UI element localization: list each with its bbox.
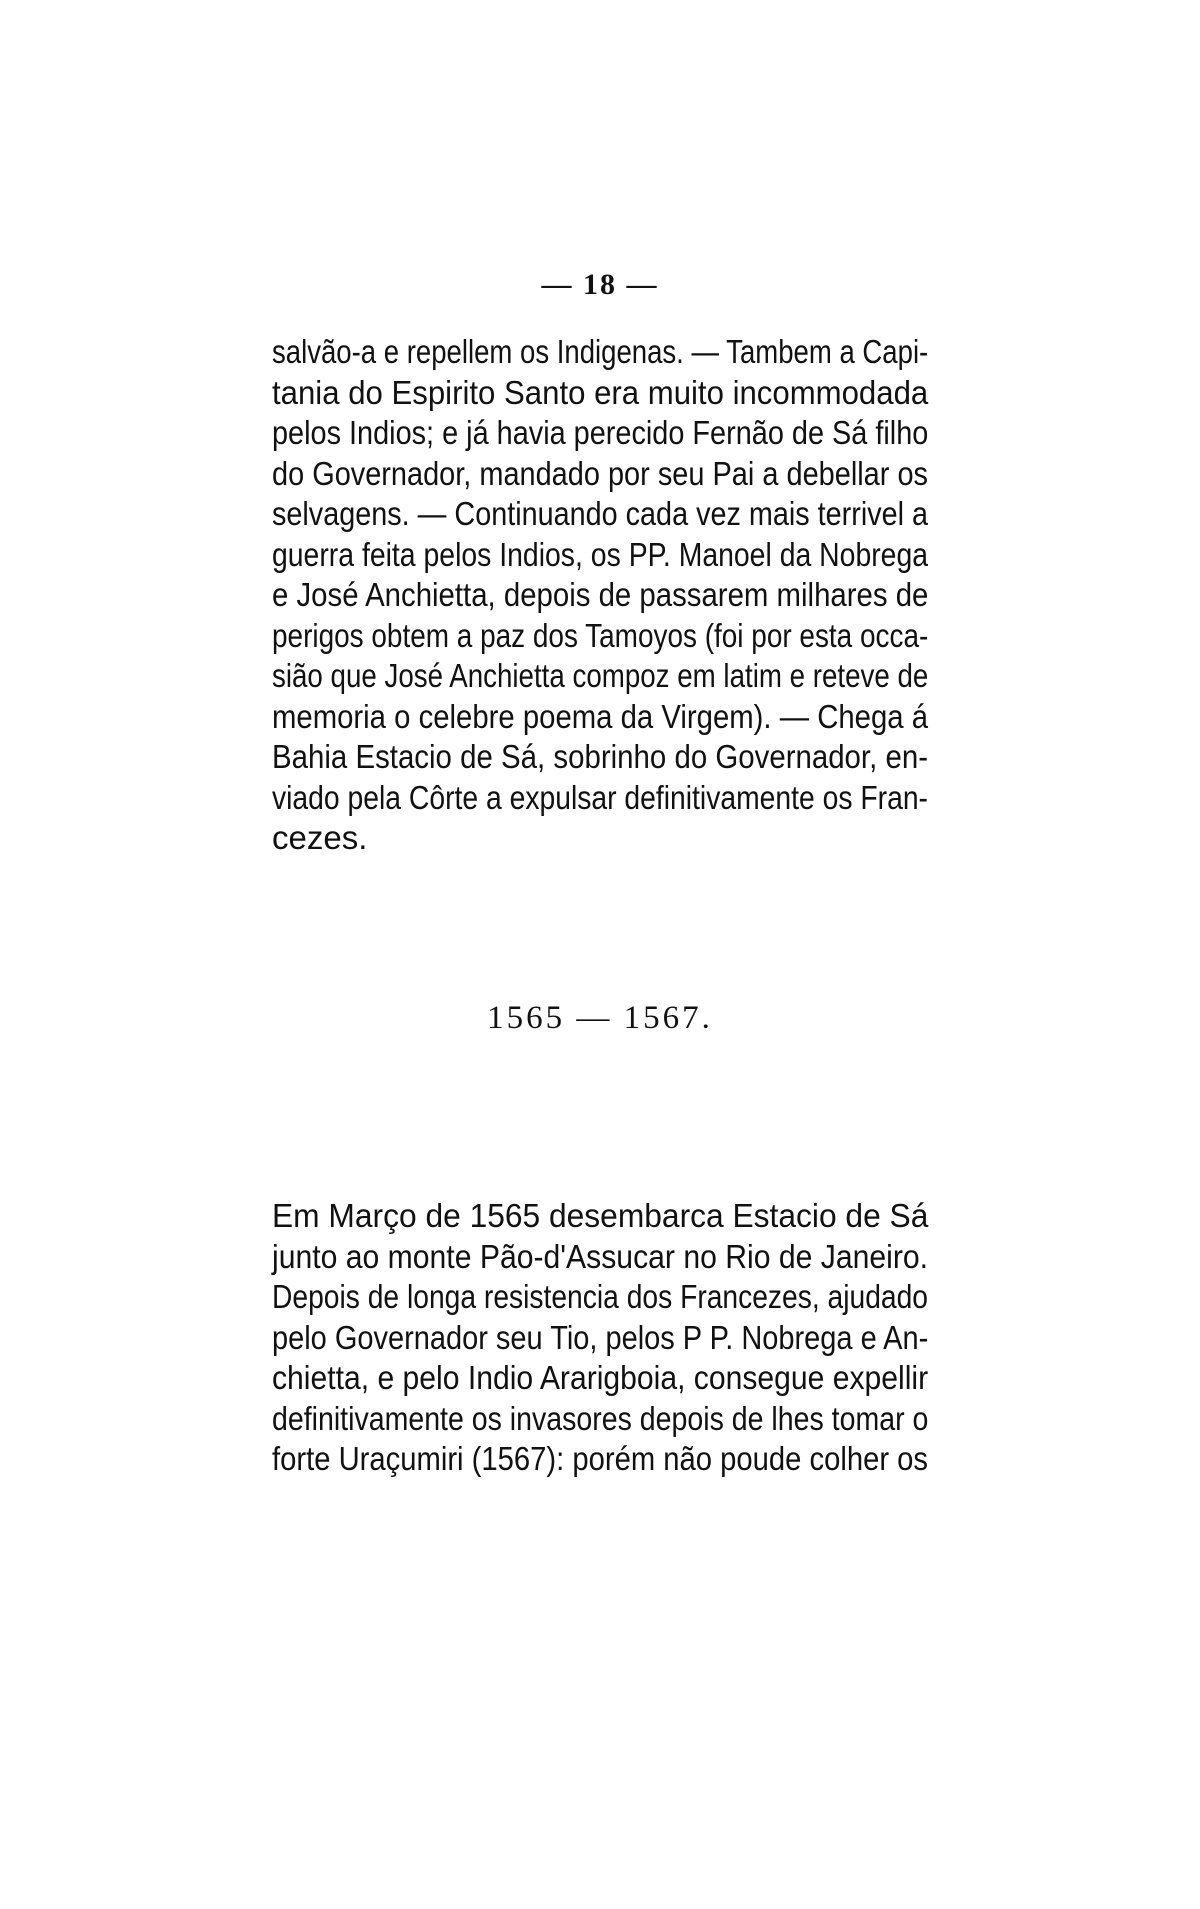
- text-line: cezes.: [272, 819, 368, 856]
- section-heading: 1565 — 1567.: [487, 1000, 713, 1036]
- text-line: junto ao monte Pão-d'Assucar no Rio de Janeiro.: [272, 1237, 929, 1275]
- text-line: Em Março de 1565 desembarca Estacio de Sá: [272, 1197, 929, 1234]
- page-number: — 18 —: [541, 268, 659, 301]
- paragraph-1: [272, 332, 928, 859]
- text-line: salvão-a e repellem os Indigenas. — Tambem a Capi-: [272, 333, 929, 370]
- text-line: memoria o celebre poema da Virgem). — Chega á: [272, 697, 929, 735]
- text-line: viado pela Côrte a expulsar definitivamente os Fran-: [272, 778, 928, 816]
- text-line: forte Uraçumiri (1567): porém não poude colher os: [272, 1440, 929, 1477]
- text-line: pelos Indios; e já havia perecido Fernão de Sá filho: [272, 414, 929, 451]
- text-line: e José Anchietta, depois de passarem milhares de: [272, 576, 929, 613]
- text-line: Bahia Estacio de Sá, sobrinho do Governador, en-: [272, 738, 928, 775]
- paragraph-2: [272, 1196, 928, 1480]
- text-line: selvagens. — Continuando cada vez mais terrivel a: [272, 495, 929, 532]
- text-line: perigos obtem a paz dos Tamoyos (foi por esta occa-: [272, 616, 929, 654]
- text-line: sião que José Anchietta compoz em latim e reteve de: [272, 657, 929, 694]
- text-line: guerra feita pelos Indios, os PP. Manoel da Nobrega: [272, 535, 929, 573]
- text-line: Depois de longa resistencia dos Francezes, ajudado: [272, 1278, 929, 1315]
- text-line: chietta, e pelo Indio Ararigboia, consegue expellir: [272, 1359, 929, 1396]
- text-line: definitivamente os invasores depois de lhes tomar o: [272, 1399, 929, 1437]
- text-line: tania do Espirito Santo era muito incommodada: [272, 373, 929, 411]
- text-line: pelo Governador seu Tio, pelos P P. Nobrega e An-: [272, 1318, 929, 1356]
- text-line: do Governador, mandado por seu Pai a debellar os: [272, 454, 928, 492]
